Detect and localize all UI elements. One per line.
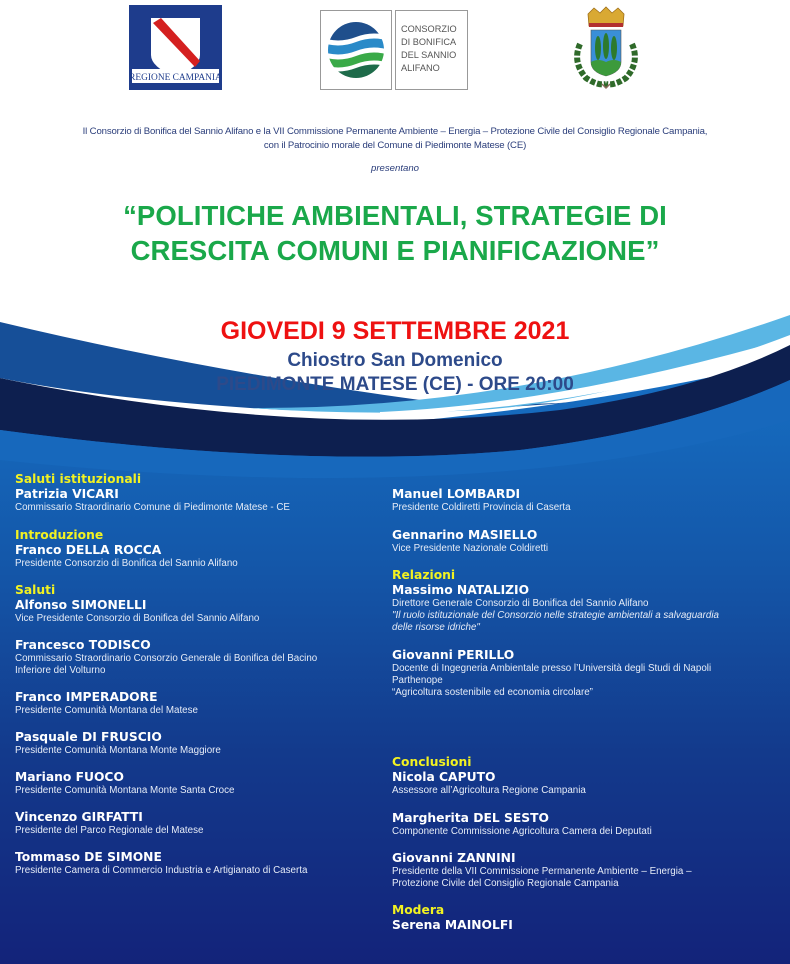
title-line: CRESCITA COMUNI E PIANIFICAZIONE” [130,235,660,266]
section-heading: Conclusioni [392,755,472,769]
speaker-name: Manuel LOMBARDI [392,487,521,501]
program-left-column [15,472,385,877]
regione-campania-label: REGIONE CAMPANIA [129,73,222,83]
speaker-name: Vincenzo GIRFATTI [15,810,143,824]
speaker-name: Franco IMPERADORE [15,690,158,704]
speaker-name: Tommaso DE SIMONE [15,850,162,864]
speaker-entry [392,648,787,699]
event-place: Chiostro San Domenico [287,350,503,371]
speaker-entry [392,487,787,514]
talk-title: delle risorse idriche" [392,622,480,633]
speaker-role: Presidente Camera di Commercio Industria e Artigianato di Caserta [15,865,308,876]
speaker-name: Franco DELLA ROCCA [15,543,162,557]
speaker-role: Presidente Consorzio di Bonifica del Sannio Alifano [15,558,238,569]
speaker-name: Patrizia VICARI [15,487,119,501]
speaker-name: Serena MAINOLFI [392,918,513,932]
speaker-role: Assessore all’Agricoltura Regione Campania [392,785,586,796]
event-city-time: PIEDIMONTE MATESE (CE) - ORE 20:00 [216,374,574,395]
speaker-entry [392,528,787,555]
section-heading: Saluti istituzionali [15,472,142,486]
speaker-role: Presidente Comunità Montana Monte Maggiore [15,745,221,756]
speaker-name: Mariano FUOCO [15,770,124,784]
organizers-intro [0,125,790,153]
consorzio-logo [320,10,468,90]
program-right-column [392,487,787,933]
speaker-name: Gennarino MASIELLO [392,528,538,542]
speaker-role: Presidente Comunità Montana del Matese [15,705,198,716]
speaker-name: Margherita DEL SESTO [392,811,549,825]
speaker-entry [392,568,787,634]
speaker-role: Presidente Coldiretti Provincia di Caserta [392,502,571,513]
logo-row [0,0,790,100]
title-line: “POLITICHE AMBIENTALI, STRATEGIE DI [123,200,667,231]
consorzio-line: DEL SANNIO [401,50,457,60]
consorzio-line: DI BONIFICA [401,37,456,47]
speaker-entry [15,770,385,797]
speaker-role: Presidente della VII Commissione Permanente Ambiente – Energia – [392,866,692,877]
event-venue [0,349,790,397]
speaker-role: Commissario Straordinario Consorzio Generale di Bonifica del Bacino [15,653,318,664]
comune-coat-of-arms-icon [566,4,646,92]
section-heading: Relazioni [392,568,456,582]
consorzio-line: ALIFANO [401,63,440,73]
event-title [0,198,790,268]
speaker-role: Docente di Ingegneria Ambientale presso l’Università degli Studi di Napoli [392,663,712,674]
speaker-entry [15,528,385,570]
speaker-name: Nicola CAPUTO [392,770,496,784]
speaker-name: Francesco TODISCO [15,638,151,652]
intro-line: con il Patrocinio morale del Comune di Piedimonte Matese (CE) [263,140,527,151]
speaker-entry [392,903,787,933]
speaker-entry [392,755,787,797]
speaker-entry [15,638,385,677]
speaker-role: Presidente del Parco Regionale del Matese [15,825,204,836]
presentano-text: presentano [370,163,419,174]
speaker-entry [15,472,385,514]
speaker-entry [15,850,385,877]
speaker-role: Commissario Straordinario Comune di Piedimonte Matese - CE [15,502,290,513]
consorzio-line: CONSORZIO [401,24,457,34]
speaker-name: Pasquale DI FRUSCIO [15,730,162,744]
section-heading: Introduzione [15,528,104,542]
speaker-entry [392,851,787,890]
talk-title: “Agricoltura sostenibile ed economia circolare” [392,687,593,698]
intro-line: Il Consorzio di Bonifica del Sannio Alifano e la VII Commissione Permanente Ambiente – Energia – Protezione Civile del Consiglio Regionale Campania, [82,126,708,137]
speaker-name: Giovanni ZANNINI [392,851,516,865]
speaker-name: Giovanni PERILLO [392,648,515,662]
speaker-role: Direttore Generale Consorzio di Bonifica del Sannio Alifano [392,598,649,609]
speaker-entry [392,811,787,838]
speaker-entry [15,583,385,625]
speaker-role: Componente Commissione Agricoltura Camera dei Deputati [392,826,652,837]
speaker-role: Protezione Civile del Consiglio Regionale Campania [392,878,619,889]
speaker-role: Parthenope [392,675,443,686]
speaker-name: Alfonso SIMONELLI [15,598,147,612]
talk-title: "Il ruolo istituzionale del Consorzio nelle strategie ambientali a salvaguardia [392,610,719,621]
speaker-role: Vice Presidente Consorzio di Bonifica del Sannio Alifano [15,613,260,624]
speaker-entry [15,730,385,757]
regione-campania-logo [129,5,222,90]
event-date: GIOVEDI 9 SETTEMBRE 2021 [220,317,570,345]
speaker-role: Presidente Comunità Montana Monte Santa Croce [15,785,235,796]
section-heading: Saluti [15,583,56,597]
speaker-entry [15,690,385,717]
section-heading: Modera [392,903,445,917]
speaker-entry [15,810,385,837]
speaker-role: Inferiore del Volturno [15,665,106,676]
speaker-name: Massimo NATALIZIO [392,583,530,597]
speaker-role: Vice Presidente Nazionale Coldiretti [392,543,549,554]
